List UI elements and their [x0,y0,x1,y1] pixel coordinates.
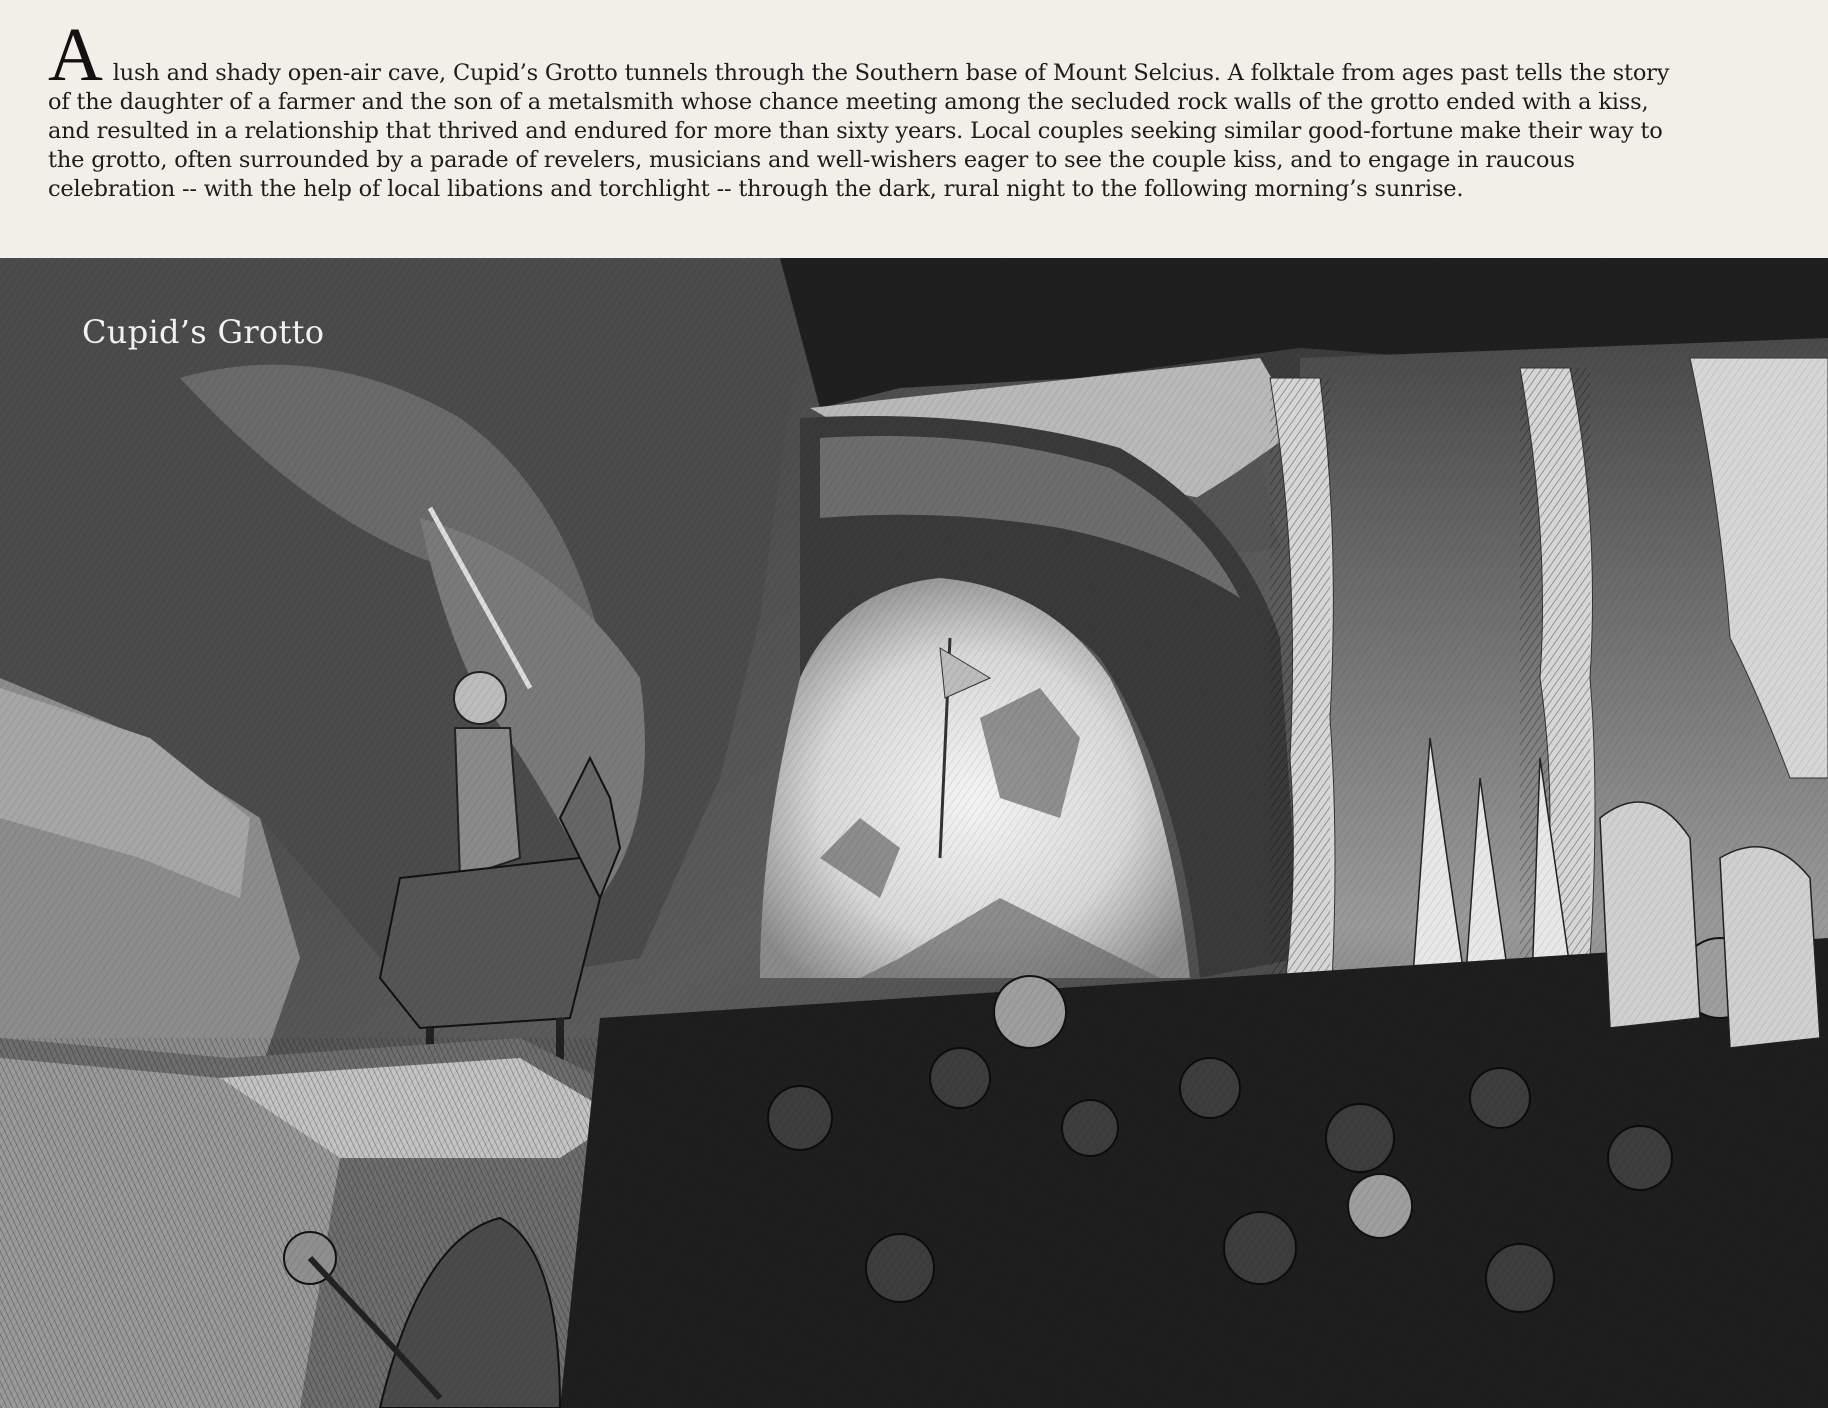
text-panel [0,0,1828,258]
intro-line: the grotto, often surrounded by a parade of revelers, musicians and well-wishers eager to see the couple kiss, and to engage in raucous [48,147,1575,173]
drop-cap: A [48,13,103,97]
intro-line: of the daughter of a farmer and the son of a metalsmith whose chance meeting among the secluded rock walls of the grotto ended with a kiss, [48,89,1649,115]
plate-title: Cupid’s Grotto [82,313,325,351]
intro-line: and resulted in a relationship that thrived and endured for more than sixty years. Local couples seeking similar good-fortune make their way to [48,118,1663,144]
engraving-picture [0,258,1828,1408]
intro-line: celebration -- with the help of local libations and torchlight -- through the dark, rural night to the following morning’s sunrise. [48,176,1464,202]
intro-line: lush and shady open-air cave, Cupid’s Grotto tunnels through the Southern base of Mount Selcius. A folktale from ages past tells the story [112,60,1670,86]
grotto-engraving [0,258,1828,1408]
intro-paragraph [48,13,1788,204]
